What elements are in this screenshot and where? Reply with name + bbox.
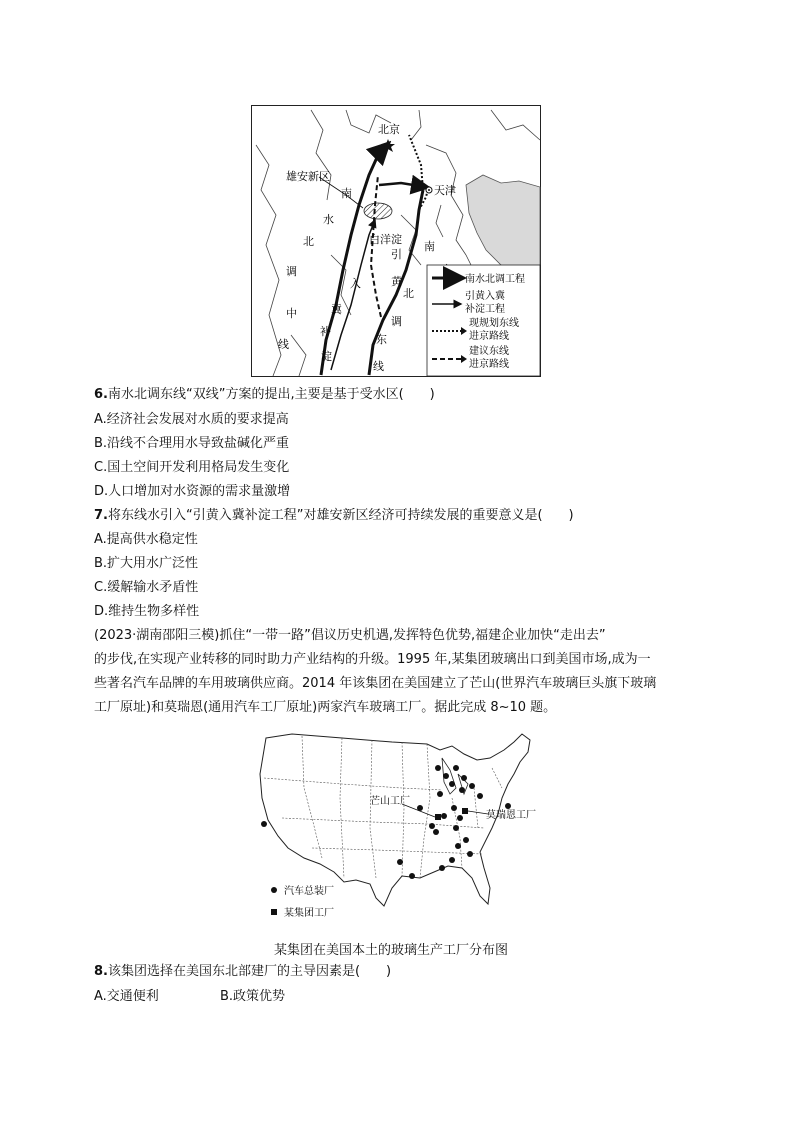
route-char: 冀 bbox=[331, 303, 342, 316]
route-char: 中 bbox=[286, 307, 297, 320]
label-tianjin: 天津 bbox=[434, 184, 456, 197]
route-char: 南 bbox=[341, 187, 352, 200]
label-beijing: 北京 bbox=[378, 123, 400, 136]
map-south-north-water-diversion bbox=[251, 105, 541, 377]
map2-caption: 某集团在美国本土的玻璃生产工厂分布图 bbox=[274, 943, 509, 958]
q7-option-c[interactable]: C.缓解输水矛盾性 bbox=[94, 580, 199, 595]
legend-square-icon bbox=[271, 909, 277, 915]
legend-label: 建议东线 bbox=[469, 346, 509, 357]
legend-label: 补淀工程 bbox=[465, 304, 505, 315]
route-char: 入 bbox=[350, 277, 361, 290]
question-number: 6. bbox=[94, 387, 108, 402]
route-char: 黄 bbox=[391, 275, 402, 288]
q6-option-c[interactable]: C.国土空间开发利用格局发生变化 bbox=[94, 460, 290, 475]
label-xiongan: 雄安新区 bbox=[286, 170, 330, 183]
q6-option-a[interactable]: A.经济社会发展对水质的要求提高 bbox=[94, 412, 289, 427]
map1-legend bbox=[427, 265, 540, 376]
question-7-stem bbox=[94, 507, 574, 525]
route-char: 引 bbox=[391, 248, 402, 261]
label-mangshan-factory: 芒山工厂 bbox=[370, 796, 410, 807]
q7-option-a[interactable]: A.提高供水稳定性 bbox=[94, 532, 198, 547]
label-baiyangdian: 白洋淀 bbox=[369, 233, 402, 246]
route-char: 北 bbox=[403, 287, 414, 300]
question-text: 将东线水引入“引黄入冀补淀工程”对雄安新区经济可持续发展的重要意义是( ) bbox=[107, 508, 574, 523]
q8-option-b[interactable]: B.政策优势 bbox=[220, 989, 286, 1004]
intro-line: 工厂原址)和莫瑞恩(通用汽车工厂原址)两家汽车玻璃工厂。据此完成 8~10 题。 bbox=[94, 700, 557, 715]
question-6-stem bbox=[94, 386, 435, 404]
route-char: 东 bbox=[376, 333, 387, 346]
intro-line: 的步伐,在实现产业转移的同时助力产业结构的升级。1995 年,某集团玻璃出口到美国市场,成为一 bbox=[94, 652, 651, 667]
question-8-stem bbox=[94, 963, 391, 981]
mangshan-factory-square bbox=[435, 814, 441, 820]
intro-line: 些著名汽车品牌的车用玻璃供应商。2014 年该集团在美国建立了芒山(世界汽车玻璃巨头旗下玻璃 bbox=[94, 676, 657, 691]
question-text: 南水北调东线“双线”方案的提出,主要是基于受水区( ) bbox=[107, 387, 435, 402]
legend-label: 现规划东线 bbox=[469, 318, 519, 329]
q6-option-b[interactable]: B.沿线不合理用水导致盐碱化严重 bbox=[94, 436, 290, 451]
q6-option-d[interactable]: D.人口增加对水资源的需求量激增 bbox=[94, 484, 291, 499]
route-char: 淀 bbox=[321, 350, 332, 363]
route-char: 线 bbox=[278, 338, 289, 351]
route-char: 南 bbox=[424, 240, 435, 253]
route-char: 调 bbox=[391, 315, 402, 328]
label-moraine-factory: 莫瑞恩工厂 bbox=[486, 810, 536, 821]
map2-svg bbox=[252, 728, 544, 928]
intro-line: (2023·湖南邵阳三模)抓住“一带一路”倡议历史机遇,发挥特色优势,福建企业加快“走出去” bbox=[94, 628, 606, 643]
route-char: 水 bbox=[323, 213, 334, 226]
route-char: 北 bbox=[303, 235, 314, 248]
legend-dot-icon bbox=[271, 887, 277, 893]
legend-label: 引黄入冀 bbox=[465, 291, 505, 302]
legend-label: 进京路线 bbox=[469, 331, 509, 342]
question-number: 7. bbox=[94, 508, 108, 523]
question-text: 该集团选择在美国东北部建厂的主导因素是( ) bbox=[107, 964, 392, 979]
map1-svg bbox=[251, 105, 541, 377]
map-usa-glass-factories bbox=[252, 728, 544, 928]
legend-label: 汽车总装厂 bbox=[284, 886, 334, 897]
legend-label: 南水北调工程 bbox=[465, 274, 525, 285]
route-char: 调 bbox=[286, 265, 297, 278]
route-char: 线 bbox=[373, 360, 384, 373]
q7-option-d[interactable]: D.维持生物多样性 bbox=[94, 604, 200, 619]
legend-label: 进京路线 bbox=[469, 359, 509, 370]
route-char: 补 bbox=[320, 325, 331, 338]
legend-label: 某集团工厂 bbox=[284, 908, 334, 919]
q8-option-a[interactable]: A.交通便利 bbox=[94, 989, 159, 1004]
baiyangdian-lake bbox=[364, 203, 392, 219]
question-number: 8. bbox=[94, 964, 108, 979]
moraine-factory-square bbox=[462, 808, 468, 814]
q7-option-b[interactable]: B.扩大用水广泛性 bbox=[94, 556, 199, 571]
